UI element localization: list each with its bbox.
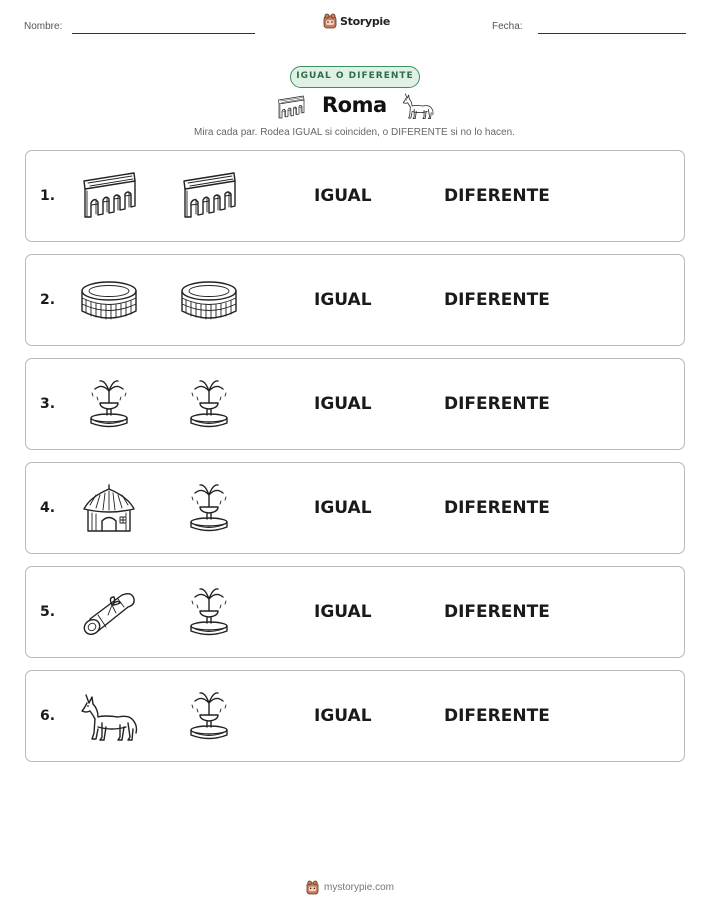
hut-icon <box>78 481 140 537</box>
option-diferente[interactable]: DIFERENTE <box>444 394 550 414</box>
option-diferente[interactable]: DIFERENTE <box>444 290 550 310</box>
instructions: Mira cada par. Rodea IGUAL si coinciden, o DIFERENTE si no lo hacen. <box>194 127 515 138</box>
option-diferente[interactable]: DIFERENTE <box>444 706 550 726</box>
exercise-row-4 <box>25 462 685 554</box>
option-igual[interactable]: IGUAL <box>314 394 372 414</box>
scroll-icon <box>78 585 140 641</box>
wolf-icon <box>401 90 435 122</box>
row-number: 6. <box>40 708 56 724</box>
colosseum-icon <box>78 273 140 329</box>
date-field-line[interactable] <box>538 33 686 34</box>
brand-name: Storypie <box>340 14 391 28</box>
storypie-mascot-icon <box>323 13 337 29</box>
option-igual[interactable]: IGUAL <box>314 498 372 518</box>
wolf-icon <box>78 689 140 745</box>
name-label: Nombre: <box>24 21 63 32</box>
date-label: Fecha: <box>492 21 523 32</box>
row-number: 1. <box>40 188 56 204</box>
fountain-icon <box>178 481 240 537</box>
option-diferente[interactable]: DIFERENTE <box>444 498 550 518</box>
option-igual[interactable]: IGUAL <box>314 186 372 206</box>
aqueduct-icon <box>274 94 308 122</box>
fountain-icon <box>178 377 240 433</box>
storypie-mascot-icon <box>306 880 319 895</box>
exercise-row-5 <box>25 566 685 658</box>
row-number: 5. <box>40 604 56 620</box>
name-field-line[interactable] <box>72 33 255 34</box>
exercise-row-1 <box>25 150 685 242</box>
fountain-icon <box>178 585 240 641</box>
option-igual[interactable]: IGUAL <box>314 290 372 310</box>
aqueduct-icon <box>78 169 140 225</box>
exercise-row-6 <box>25 670 685 762</box>
option-igual[interactable]: IGUAL <box>314 706 372 726</box>
option-igual[interactable]: IGUAL <box>314 602 372 622</box>
colosseum-icon <box>178 273 240 329</box>
option-diferente[interactable]: DIFERENTE <box>444 186 550 206</box>
page-title: Roma <box>322 93 387 117</box>
activity-badge: IGUAL O DIFERENTE <box>290 66 420 88</box>
exercise-row-3 <box>25 358 685 450</box>
fountain-icon <box>78 377 140 433</box>
row-number: 2. <box>40 292 56 308</box>
exercise-row-2 <box>25 254 685 346</box>
brand-logo <box>323 13 390 29</box>
row-number: 4. <box>40 500 56 516</box>
title-row <box>274 90 436 122</box>
footer <box>306 880 394 895</box>
option-diferente[interactable]: DIFERENTE <box>444 602 550 622</box>
aqueduct-icon <box>178 169 240 225</box>
row-number: 3. <box>40 396 56 412</box>
fountain-icon <box>178 689 240 745</box>
footer-site-link[interactable]: mystorypie.com <box>324 882 395 893</box>
